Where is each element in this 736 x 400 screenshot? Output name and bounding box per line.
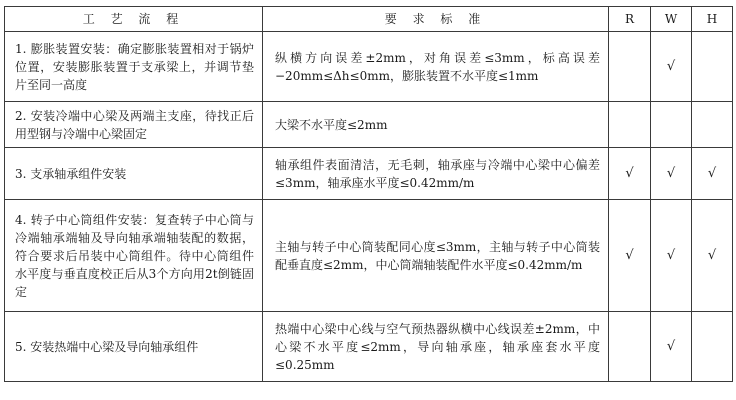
- standard-text: 大梁不水平度≤2mm: [275, 117, 388, 132]
- header-r: R: [609, 7, 651, 32]
- w-mark: √: [651, 312, 692, 382]
- table-row: [5, 200, 733, 312]
- table-row: [5, 148, 733, 200]
- table-row: [5, 102, 733, 148]
- standard-text: 主轴与转子中心筒装配同心度≤3mm，主轴与转子中心筒装配垂直度≤2mm，中心筒端轴装配件水平度≤0.42mm/m: [275, 239, 600, 272]
- r-mark: √: [609, 148, 651, 200]
- step-text: 1. 膨胀装置安装：确定膨胀装置相对于锅炉位置，安装膨胀装置于支承梁上，并调节垫片至同一高度: [15, 41, 254, 92]
- standard-cell: [263, 32, 609, 102]
- step-cell: [5, 312, 263, 382]
- process-standard-table: [4, 6, 733, 382]
- h-mark: [692, 312, 733, 382]
- r-mark: [609, 312, 651, 382]
- h-mark: [692, 32, 733, 102]
- header-h: H: [692, 7, 733, 32]
- w-mark: √: [651, 32, 692, 102]
- standard-cell: [263, 200, 609, 312]
- table-row: [5, 312, 733, 382]
- step-text: 2. 安装冷端中心梁及两端主支座，待找正后用型钢与冷端中心梁固定: [15, 108, 254, 141]
- standard-text: 轴承组件表面清洁，无毛刺，轴承座与冷端中心梁中心偏差≤3mm，轴承座水平度≤0.42mm/m: [275, 157, 600, 190]
- standard-text: 热端中心梁中心线与空气预热器纵横中心线误差±2mm，中心梁不水平度≤2mm，导向轴承座，轴承座套水平度≤0.25mm: [275, 321, 600, 372]
- step-text: 3. 支承轴承组件安装: [15, 166, 127, 181]
- r-mark: [609, 32, 651, 102]
- header-process: 工 艺 流 程: [5, 7, 263, 32]
- w-mark: [651, 102, 692, 148]
- r-mark: √: [609, 200, 651, 312]
- table-header-row: [5, 7, 733, 32]
- w-mark: √: [651, 200, 692, 312]
- header-standard: 要 求 标 准: [263, 7, 609, 32]
- step-text: 4. 转子中心筒组件安装：复查转子中心筒与冷端轴承端轴及导向轴承端轴装配的数据，符合要求后吊装中心筒组件。待中心筒组件水平度与垂直度校正后从3个方向用2t倒链固定: [15, 212, 254, 299]
- standard-cell: [263, 148, 609, 200]
- spec-table-page: [4, 6, 732, 394]
- standard-text: 纵横方向误差±2mm，对角误差≤3mm，标高误差−20mm≤Δh≤0mm，膨胀装置不水平度≤1mm: [275, 50, 600, 83]
- step-cell: [5, 32, 263, 102]
- step-cell: [5, 200, 263, 312]
- step-cell: [5, 102, 263, 148]
- standard-cell: [263, 312, 609, 382]
- h-mark: √: [692, 148, 733, 200]
- step-cell: [5, 148, 263, 200]
- r-mark: [609, 102, 651, 148]
- h-mark: [692, 102, 733, 148]
- header-w: W: [651, 7, 692, 32]
- step-text: 5. 安装热端中心梁及导向轴承组件: [15, 339, 199, 354]
- w-mark: √: [651, 148, 692, 200]
- h-mark: √: [692, 200, 733, 312]
- standard-cell: [263, 102, 609, 148]
- table-row: [5, 32, 733, 102]
